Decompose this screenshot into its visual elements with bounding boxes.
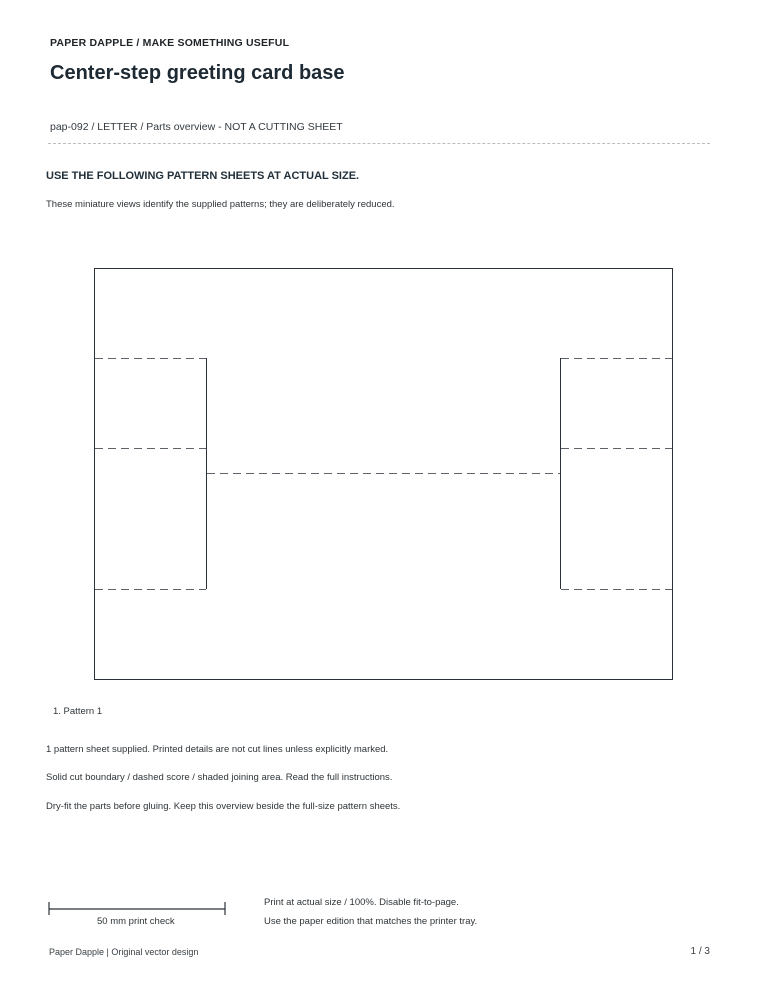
scale-label: 50 mm print check	[97, 916, 175, 927]
print-instruction-actual-size: Print at actual size / 100%. Disable fit-to-page.	[264, 897, 459, 908]
note-dry-fit: Dry-fit the parts before gluing. Keep this overview beside the full-size pattern sheets.	[46, 801, 401, 812]
instruction-heading: USE THE FOLLOWING PATTERN SHEETS AT ACTUAL SIZE.	[46, 170, 360, 182]
instruction-subtext: These miniature views identify the supplied patterns; they are deliberately reduced.	[46, 199, 395, 210]
note-sheets: 1 pattern sheet supplied. Printed details are not cut lines unless explicitly marked.	[46, 744, 389, 755]
page-title: Center-step greeting card base	[50, 62, 345, 84]
print-instruction-paper: Use the paper edition that matches the printer tray.	[264, 916, 478, 927]
note-legend: Solid cut boundary / dashed score / shaded joining area. Read the full instructions.	[46, 772, 393, 783]
page-number: 1 / 3	[690, 946, 710, 957]
brand-line: PAPER DAPPLE / MAKE SOMETHING USEFUL	[50, 37, 290, 49]
footer-credit: Paper Dapple | Original vector design	[49, 947, 199, 957]
scale-bar-50mm	[48, 901, 226, 916]
document-meta: pap-092 / LETTER / Parts overview - NOT A CUTTING SHEET	[50, 121, 343, 133]
pattern-caption: 1. Pattern 1	[53, 706, 103, 717]
